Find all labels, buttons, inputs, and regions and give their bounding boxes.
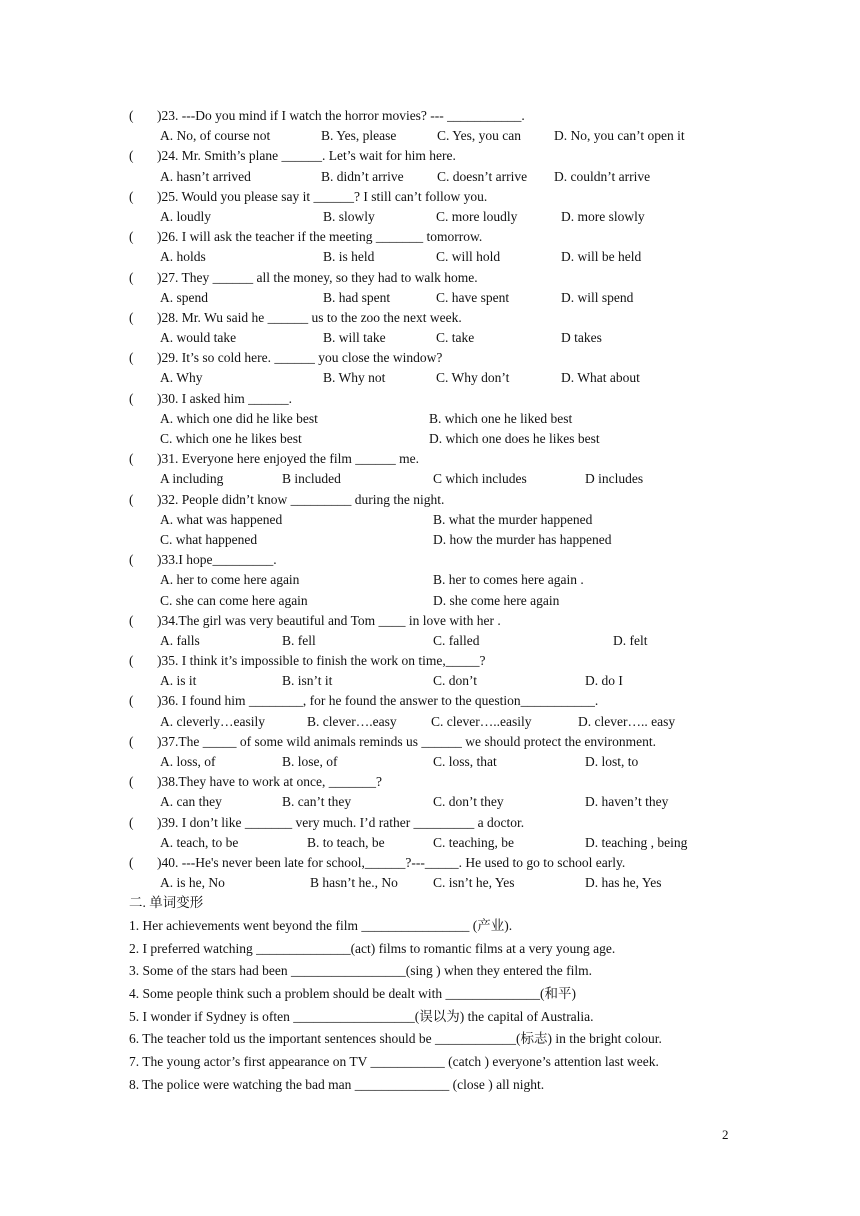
option-d: D. which one does he likes best	[429, 431, 600, 446]
option-c: C. clever…..easily	[431, 713, 532, 729]
options-line	[129, 288, 769, 308]
option-c: C. have spent	[436, 289, 510, 305]
answer-paren: (	[129, 229, 134, 245]
question-text: )35. I think it’s impossible to finish the work on time,_____?	[157, 653, 486, 669]
option-c: C. which one he likes best	[160, 431, 302, 446]
question-line	[129, 651, 769, 671]
option-c: C. will hold	[436, 249, 501, 265]
question-text: )27. They ______ all the money, so they had to walk home.	[157, 269, 478, 285]
option-d: D. more slowly	[561, 208, 645, 224]
option-c: C. don’t they	[433, 794, 504, 810]
question-line	[129, 732, 769, 752]
option-b: B. isn’t it	[282, 673, 333, 689]
section-title: 二. 单词变形	[129, 895, 204, 910]
question-text: )26. I will ask the teacher if the meeting _______ tomorrow.	[157, 229, 483, 245]
question-line	[129, 550, 769, 570]
page-number: 2	[722, 1127, 729, 1142]
option-d: D. how the murder has happened	[433, 531, 612, 547]
option-c: C. doesn’t arrive	[437, 168, 528, 184]
option-a: A. is it	[160, 673, 197, 689]
question-line	[129, 611, 769, 631]
options-line	[129, 752, 769, 772]
option-b: B. to teach, be	[307, 834, 385, 850]
question-text: )39. I don’t like _______ very much. I’d rather _________ a doctor.	[157, 814, 525, 830]
option-b: B. fell	[282, 632, 316, 648]
option-c: C. teaching, be	[433, 834, 514, 850]
word-form-item: 6. The teacher told us the important sentences should be ____________(标志) in the bright colour.	[129, 1031, 662, 1047]
options-line	[129, 429, 769, 449]
answer-paren: (	[129, 653, 134, 669]
option-d: D. teaching , being	[585, 834, 688, 850]
options-line	[129, 792, 769, 812]
option-a: A. teach, to be	[160, 834, 239, 850]
option-d: D. clever….. easy	[578, 713, 676, 729]
option-d: D. No, you can’t open it	[554, 128, 685, 144]
option-d: D. haven’t they	[585, 794, 669, 810]
option-d: D includes	[585, 471, 644, 487]
question-line	[129, 268, 769, 288]
option-d: D. has he, Yes	[585, 875, 662, 891]
option-a: A. is he, No	[160, 875, 225, 891]
options-line	[129, 873, 769, 893]
answer-paren: (	[129, 390, 134, 406]
option-a: A. what was happened	[160, 511, 283, 527]
option-a: A. which one did he like best	[160, 410, 318, 426]
options-line	[129, 530, 769, 550]
options-line	[129, 591, 769, 611]
option-b: B hasn’t he., No	[310, 875, 398, 891]
options-line	[129, 712, 769, 732]
option-c: C. take	[436, 330, 475, 346]
answer-paren: (	[129, 350, 134, 366]
options-line	[129, 833, 769, 853]
option-d: D. do I	[585, 673, 623, 689]
option-c: C. don’t	[433, 673, 478, 689]
option-b: B. will take	[323, 330, 386, 346]
word-form-item: 3. Some of the stars had been _________________(sing ) when they entered the film.	[129, 963, 593, 979]
question-line	[129, 691, 769, 711]
question-text: )33.I hope_________.	[157, 552, 277, 568]
option-b: B. didn’t arrive	[321, 168, 404, 184]
option-a: A. No, of course not	[160, 128, 271, 144]
option-d: D. will be held	[561, 249, 642, 265]
answer-paren: (	[129, 309, 134, 325]
option-b: B. slowly	[323, 208, 375, 224]
answer-paren: (	[129, 693, 134, 709]
question-text: )30. I asked him ______.	[157, 390, 292, 406]
option-b: B. which one he liked best	[429, 410, 573, 426]
answer-paren: (	[129, 814, 134, 830]
question-line	[129, 106, 769, 126]
option-b: B included	[282, 471, 341, 487]
answer-paren: (	[129, 148, 134, 164]
question-text: )32. People didn’t know _________ during the night.	[157, 491, 445, 507]
option-d: D. she come here again	[433, 592, 560, 608]
option-c: C which includes	[433, 471, 527, 487]
question-text: )25. Would you please say it ______? I still can’t follow you.	[157, 188, 488, 204]
question-text: )28. Mr. Wu said he ______ us to the zoo the next week.	[157, 309, 462, 325]
question-line	[129, 348, 769, 368]
option-a: A. cleverly…easily	[160, 713, 265, 729]
question-line	[129, 227, 769, 247]
options-line	[129, 631, 769, 651]
options-line	[129, 368, 769, 388]
word-form-item: 2. I preferred watching ______________(act) films to romantic films at a very young age.	[129, 940, 616, 956]
option-a: A. hasn’t arrived	[160, 168, 251, 184]
options-line	[129, 671, 769, 691]
question-line	[129, 449, 769, 469]
options-line	[129, 167, 769, 187]
question-line	[129, 853, 769, 873]
question-text: )34.The girl was very beautiful and Tom ____ in love with her .	[157, 612, 501, 628]
options-line	[129, 207, 769, 227]
option-d: D. felt	[613, 632, 648, 648]
option-d: D. couldn’t arrive	[554, 168, 651, 184]
word-form-item: 8. The police were watching the bad man ______________ (close ) all night.	[129, 1076, 545, 1092]
option-b: B. Why not	[323, 370, 386, 386]
option-b: B. clever….easy	[307, 713, 397, 729]
answer-paren: (	[129, 451, 134, 467]
word-form-item: 5. I wonder if Sydney is often __________________(误以为) the capital of Australia.	[129, 1008, 594, 1024]
answer-paren: (	[129, 774, 134, 790]
option-d: D takes	[561, 330, 602, 346]
option-c: C. more loudly	[436, 208, 518, 224]
word-form-item: 1. Her achievements went beyond the film ________________ (产业).	[129, 918, 513, 933]
answer-paren: (	[129, 491, 134, 507]
answer-paren: (	[129, 269, 134, 285]
options-line	[129, 328, 769, 348]
option-b: B. her to comes here again .	[433, 572, 584, 588]
question-line	[129, 813, 769, 833]
option-c: C. Why don’t	[436, 370, 510, 386]
option-a: A. loss, of	[160, 754, 216, 769]
option-b: B. is held	[323, 249, 375, 265]
option-c: C. what happened	[160, 531, 258, 547]
options-line	[129, 469, 769, 489]
question-line	[129, 146, 769, 166]
option-c: C. isn’t he, Yes	[433, 875, 515, 891]
option-c: C. Yes, you can	[437, 128, 522, 144]
option-d: D. What about	[561, 370, 640, 386]
option-d: D. lost, to	[585, 754, 639, 769]
option-b: B. had spent	[323, 289, 391, 305]
option-a: A. can they	[160, 794, 222, 810]
option-b: B. can’t they	[282, 794, 352, 810]
option-a: A. loudly	[160, 208, 212, 224]
answer-paren: (	[129, 612, 134, 628]
option-b: B. lose, of	[282, 754, 338, 769]
word-form-item: 4. Some people think such a problem should be dealt with ______________(和平)	[129, 986, 576, 1002]
answer-paren: (	[129, 188, 134, 204]
question-line	[129, 308, 769, 328]
option-a: A. falls	[160, 632, 200, 648]
option-c: C. loss, that	[433, 754, 497, 769]
question-text: )31. Everyone here enjoyed the film ______ me.	[157, 451, 420, 467]
option-a: A. her to come here again	[160, 572, 300, 588]
options-line	[129, 247, 769, 267]
question-text: )36. I found him ________, for he found the answer to the question___________.	[157, 693, 599, 709]
question-line	[129, 490, 769, 510]
option-b: B. what the murder happened	[433, 511, 593, 527]
question-text: )38.They have to work at once, _______?	[157, 774, 382, 790]
option-a: A. Why	[160, 370, 203, 386]
answer-paren: (	[129, 108, 134, 123]
option-a: A including	[160, 471, 224, 487]
options-line	[129, 510, 769, 530]
answer-paren: (	[129, 854, 134, 870]
option-b: B. Yes, please	[321, 128, 397, 144]
question-text: )37.The _____ of some wild animals reminds us ______ we should protect the environment.	[157, 733, 657, 749]
word-form-item: 7. The young actor’s first appearance on TV ___________ (catch ) everyone’s attention last week.	[129, 1054, 659, 1070]
options-line	[129, 409, 769, 429]
options-line	[129, 126, 769, 146]
question-line	[129, 772, 769, 792]
answer-paren: (	[129, 552, 134, 568]
question-line	[129, 389, 769, 409]
question-line	[129, 187, 769, 207]
question-text: )40. ---He's never been late for school,______?---_____. He used to go to school early.	[157, 854, 626, 870]
option-c: C. falled	[433, 632, 480, 648]
option-a: A. holds	[160, 249, 206, 265]
option-c: C. she can come here again	[160, 592, 308, 608]
option-a: A. would take	[160, 330, 237, 346]
question-text: )24. Mr. Smith’s plane ______. Let’s wait for him here.	[157, 148, 456, 164]
word-form-section	[129, 915, 769, 1097]
option-a: A. spend	[160, 289, 208, 305]
question-text: )23. ---Do you mind if I watch the horror movies? --- ___________.	[157, 108, 525, 123]
answer-paren: (	[129, 733, 134, 749]
question-text: )29. It’s so cold here. ______ you close the window?	[157, 350, 443, 366]
option-d: D. will spend	[561, 289, 634, 305]
options-line	[129, 570, 769, 590]
multiple-choice-section	[129, 106, 769, 893]
